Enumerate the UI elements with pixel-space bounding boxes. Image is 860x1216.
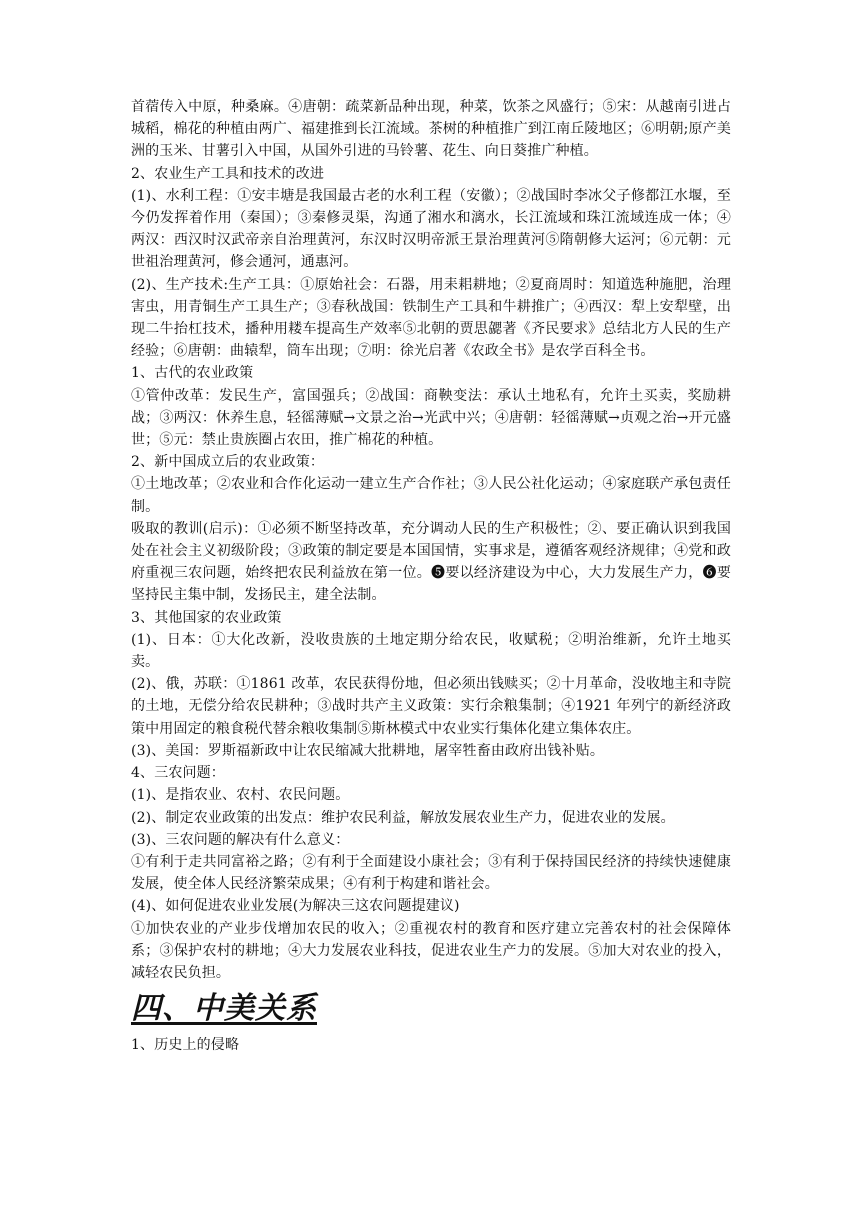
- subheading-tools-tech: 2、农业生产工具和技术的改进: [131, 165, 325, 182]
- paragraph-russia: (2)、俄，苏联：①1861 改革，农民获得份地，但必须出钱赎买；②十月革命，没收地主和寺院的土地，无偿分给农民耕种；③战时共产主义政策：实行余粮集制；④1921 年列宁的新经济政策中用固定的粮食税代替余粮收集制⑤斯林模式中农业实行集体化建立集体农庄。: [131, 676, 731, 737]
- paragraph-starting-point: (2)、制定农业政策的出发点：维护农民利益，解放发展农业生产力，促进农业的发展。: [131, 809, 675, 826]
- paragraph-water-works: (1)、水利工程：①安丰塘是我国最古老的水利工程（安徽）；②战国时李冰父子修都江水堰，至今仍发挥着作用（秦国）；③秦修灵渠，沟通了湘水和漓水，长江流域和珠江流域连成一体；④两汉：西汉时汉武帝亲自治理黄河，东汉时汉明帝派王景治理黄河⑤隋朝修大运河；⑥元朝：元世祖治理黄河，修会通河，通惠河。: [131, 187, 731, 271]
- paragraph-suggestions: ①加快农业的产业步伐增加农民的收入；②重视农村的教育和医疗建立完善农村的社会保障体系；③保护农村的耕地；④大力发展农业科技，促进农业生产力的发展。⑤加大对农业的投入，减轻农民负担。: [131, 920, 731, 981]
- section-heading: 四、中美关系: [131, 991, 317, 1027]
- paragraph-new-china-policy: ①土地改革；②农业和合作化运动一建立生产合作社；③人民公社化运动；④家庭联产承包责任制。: [131, 476, 731, 515]
- paragraph-usa: (3)、美国：罗斯福新政中让农民缩减大批耕地，屠宰牲畜由政府出钱补贴。: [131, 742, 605, 759]
- paragraph-significance-title: (3)、三农问题的解决有什么意义：: [131, 831, 350, 848]
- paragraph-definition: (1)、是指农业、农村、农民问题。: [131, 787, 350, 804]
- subheading-historical-aggression: 1、历史上的侵略: [131, 1037, 240, 1054]
- document-page: [131, 96, 731, 1056]
- paragraph-ancient-policy: ①管仲改革：发民生产，富国强兵；②战国：商鞅变法：承认土地私有，允许土买卖，奖励耕战；③两汉：休养生息，轻徭薄赋→文景之治→光武中兴；④唐朝：轻徭薄赋→贞观之治→开元盛世；⑤元：禁止贵族圈占农田，推广棉花的种植。: [131, 387, 731, 449]
- subheading-ancient-policy: 1、古代的农业政策: [131, 365, 254, 382]
- paragraph-lessons: 吸取的教训(启示)：①必须不断坚持改革，充分调动人民的生产积极性；②、要正确认识到我国处在社会主义初级阶段；③政策的制定要是本国国情，实事求是，遵循客观经济规律；④党和政府重视三农问题，始终把农民利益放在第一位。❺要以经济建设为中心，大力发展生产力，❻要坚持民主集中制，发扬民主，建全法制。: [131, 520, 731, 604]
- subheading-other-countries: 3、其他国家的农业政策: [131, 609, 282, 626]
- paragraph-suggestions-title: (4)、如何促进农业业发展(为解决三这农问题提建议): [131, 898, 460, 915]
- subheading-new-china-policy: 2、新中国成立后的农业政策：: [131, 454, 325, 471]
- paragraph-crops: 首蓿传入中原，种桑麻。④唐朝：疏菜新品种出现，种菜，饮茶之风盛行；⑤宋：从越南引进占城稻，棉花的种植由两广、福建推到长江流域。茶树的种植推广到江南丘陵地区；⑥明朝;原产美洲的玉米、甘薯引入中国，从国外引进的马铃薯、花生、向日葵推广种植。: [131, 99, 731, 160]
- subheading-three-rural-issues: 4、三农问题：: [131, 765, 225, 782]
- paragraph-significance: ①有利于走共同富裕之路；②有利于全面建设小康社会；③有利于保持国民经济的持续快速健康发展，使全体人民经济繁荣成果；④有利于构建和谐社会。: [131, 853, 731, 893]
- paragraph-production-tech: (2)、生产技术:生产工具：①原始社会：石器，用耒耜耕地；②夏商周时：知道选种施肥，治理害虫，用青铜生产工具生产；③春秋战国：铁制生产工具和牛耕推广；④西汉：犁上安犁壁，出现二牛抬杠技术，播种用耧车提高生产效率⑤北朝的贾思勰著《齐民要求》总结北方人民的生产经验；⑥唐朝：曲辕犁，筒车出现；⑦明：徐光启著《农政全书》是农学百科全书。: [131, 276, 731, 360]
- paragraph-japan: (1)、日本：①大化改新，没收贵族的土地定期分给农民，收赋税；②明治维新，允许土地买卖。: [131, 631, 731, 671]
